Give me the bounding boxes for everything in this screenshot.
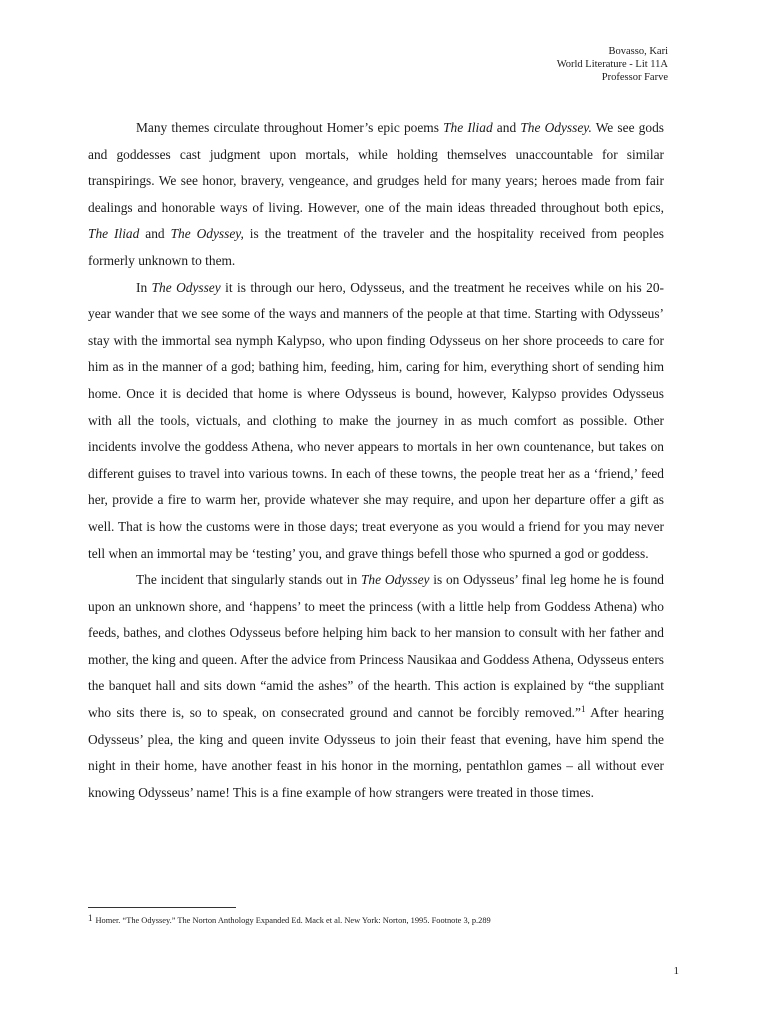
essay-body xyxy=(88,115,664,806)
text-run: is on Odysseus’ final leg home he is found upon an unknown shore, and ‘happens’ to meet the princess (with a little help from Goddess Athena) who feeds, bathes, and clothes Odysseus before helping him back to her mansion to consult with her father and mother, the king and queen. After the advice from Princess Nausikaa and Goddess Athena, Odysseus enters the banquet hall and sits down “amid the ashes” of the hearth. This action is explained by “the suppliant who sits there is, so to speak, on consecrated ground and cannot be forcibly removed.” xyxy=(88,572,664,721)
footnote-marker: 1 xyxy=(88,913,93,923)
professor-name: Professor Farve xyxy=(601,72,668,83)
text-run: In xyxy=(136,279,152,295)
work-title: The Odyssey xyxy=(151,279,221,295)
paragraph-3 xyxy=(88,567,664,806)
work-title: The Odyssey xyxy=(360,572,430,588)
text-run: The incident that singularly stands out in xyxy=(136,572,361,588)
work-title: The Iliad xyxy=(443,120,493,135)
header-block xyxy=(557,45,668,84)
paragraph-2 xyxy=(88,275,664,568)
footnote-reference[interactable]: 1 xyxy=(580,704,586,715)
author-name: Bovasso, Kari xyxy=(608,46,668,57)
footnote-separator xyxy=(88,907,236,908)
course-name: World Literature - Lit 11A xyxy=(556,59,668,70)
paragraph-1 xyxy=(88,115,664,275)
text-run: We see gods and goddesses cast judgment upon mortals, while holding themselves unaccountable for similar transpirings. We see honor, bravery, vengeance, and grudges held for many years; heroes made from fair dealings and honorable ways of living. However, one of the main ideas threaded throughout both epics, xyxy=(88,120,664,215)
work-title: The Iliad xyxy=(88,226,140,242)
work-title: The Odyssey, xyxy=(170,226,244,242)
work-title: The Odyssey. xyxy=(520,120,592,135)
footnote xyxy=(88,913,688,926)
footnote-text: Homer. “The Odyssey.” The Norton Anthology Expanded Ed. Mack et al. New York: Norton, 1995. Footnote 3, p.289 xyxy=(95,916,491,925)
text-run: After hearing Odysseus’ plea, the king and queen invite Odysseus to join their feast that evening, have him spend the night in their home, have another feast in his honor in the morning, pentathlon games – all without ever knowing Odysseus’ name! This is a fine example of how strangers were treated in those times. xyxy=(88,705,664,800)
text-run: it is through our hero, Odysseus, and the treatment he receives while on his 20-year wander that we see some of the ways and manners of the people at that time. Starting with Odysseus’ stay with the immortal sea nymph Kalypso, who upon finding Odysseus on her shore proceeds to care for him as in the manner of a god; bathing him, feeding, him, caring for him, everything short of sending him home. Once it is decided that home is where Odysseus is bound, however, Kalypso provides Odysseus with all the tools, victuals, and clothing to make the journey in as much comfort as possible. Other incidents involve the goddess Athena, who never appears to mortals in her own countenance, but takes on different guises to travel into various towns. In each of these towns, the people treat her as a ‘friend,’ feed her, provide a fire to warm her, provide whatever she may require, and upon her departure offer a gift as well. That is how the customs were in those days; treat everyone as you would a friend for you may never tell when an immortal may be ‘testing’ you, and grave things befell those who spurned a god or goddess. xyxy=(88,279,664,561)
text-run: and xyxy=(492,120,521,135)
text-run: is the treatment of the traveler and the hospitality received from peoples formerly unknown to them. xyxy=(88,226,664,268)
text-run: Many themes circulate throughout Homer’s epic poems xyxy=(136,120,444,135)
page-number: 1 xyxy=(673,965,679,977)
text-run: and xyxy=(139,226,171,242)
